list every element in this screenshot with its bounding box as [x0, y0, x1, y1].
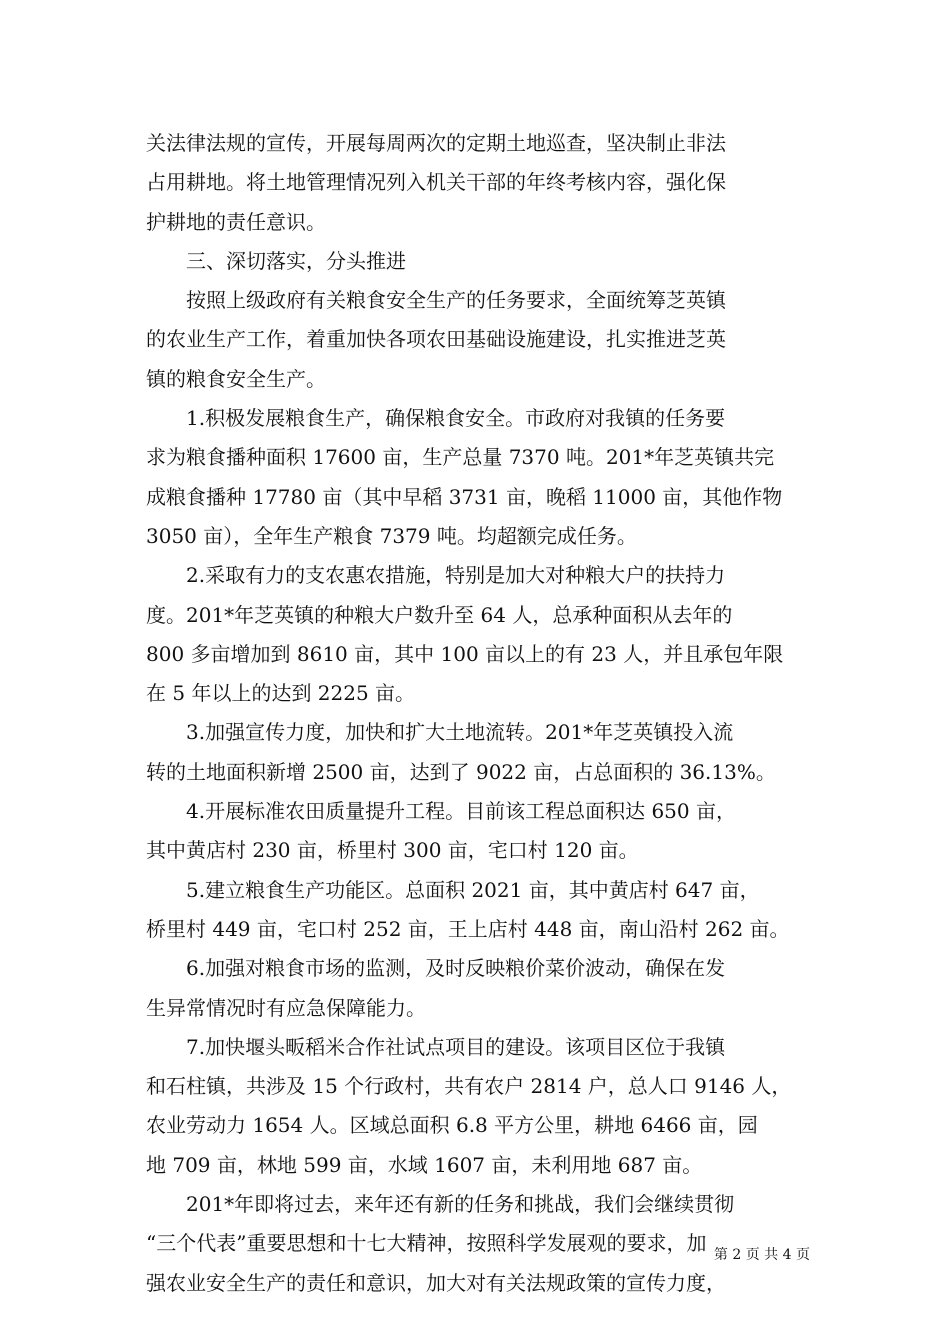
text-line: 度。201*年芝英镇的种粮大户数升至 64 人，总承种面积从去年的 — [146, 602, 733, 627]
text-line: 800 多亩增加到 8610 亩，其中 100 亩以上的有 23 人，并且承包年限 — [146, 641, 784, 666]
text-line: 在 5 年以上的达到 2225 亩。 — [146, 681, 416, 706]
text-line: 地 709 亩，林地 599 亩，水域 1607 亩，未利用地 687 亩。 — [146, 1152, 703, 1177]
text-line: 7.加快堰头畈稻米合作社试点项目的建设。该项目区位于我镇 — [186, 1034, 726, 1059]
text-line: 按照上级政府有关粮食安全生产的任务要求，全面统筹芝英镇 — [186, 288, 726, 313]
page-number-footer: 第 2 页 共 4 页 — [713, 1247, 810, 1263]
text-line: 求为粮食播种面积 17600 亩，生产总量 7370 吨。201*年芝英镇共完 — [146, 445, 775, 470]
text-line: 强农业安全生产的责任和意识，加大对有关法规政策的宣传力度， — [146, 1270, 726, 1295]
text-line: 农业劳动力 1654 人。区域总面积 6.8 平方公里，耕地 6466 亩，园 — [146, 1113, 758, 1138]
text-line: 5.建立粮食生产功能区。总面积 2021 亩，其中黄店村 647 亩， — [186, 877, 760, 902]
text-line: 其中黄店村 230 亩，桥里村 300 亩，宅口村 120 亩。 — [146, 838, 639, 863]
text-line: 3050 亩），全年生产粮食 7379 吨。均超额完成任务。 — [146, 523, 637, 548]
text-line: 1.积极发展粮食生产，确保粮食安全。市政府对我镇的任务要 — [186, 406, 726, 431]
text-line: 镇的粮食安全生产。 — [146, 366, 326, 391]
text-line: 生异常情况时有应急保障能力。 — [146, 995, 426, 1020]
text-line: 桥里村 449 亩，宅口村 252 亩，王上店村 448 亩，南山沿村 262 亩。 — [146, 916, 790, 941]
text-line: 201*年即将过去，来年还有新的任务和挑战，我们会继续贯彻 — [186, 1192, 735, 1217]
text-line: 占用耕地。将土地管理情况列入机关干部的年终考核内容，强化保 — [146, 170, 726, 195]
text-line: 护耕地的责任意识。 — [146, 209, 326, 234]
text-line: 3.加强宣传力度，加快和扩大土地流转。201*年芝英镇投入流 — [186, 720, 734, 745]
text-line: 成粮食播种 17780 亩（其中早稻 3731 亩，晚稻 11000 亩，其他作物 — [146, 484, 783, 509]
text-line: 4.开展标准农田质量提升工程。目前该工程总面积达 650 亩， — [186, 799, 736, 824]
text-line: 2.采取有力的支农惠农措施，特别是加大对种粮大户的扶持力 — [186, 563, 726, 588]
text-line: 的农业生产工作，着重加快各项农田基础设施建设，扎实推进芝英 — [146, 327, 726, 352]
text-line: 6.加强对粮食市场的监测，及时反映粮价菜价波动，确保在发 — [186, 956, 726, 981]
text-line: 和石柱镇，共涉及 15 个行政村，共有农户 2814 户，总人口 9146 人， — [146, 1074, 792, 1099]
text-line: 关法律法规的宣传，开展每周两次的定期土地巡查，坚决制止非法 — [146, 131, 726, 155]
text-line: 转的土地面积新增 2500 亩，达到了 9022 亩，占总面积的 36.13%。 — [146, 759, 776, 784]
text-line: “三个代表”重要思想和十七大精神，按照科学发展观的要求，加 — [146, 1231, 707, 1256]
document-body — [146, 124, 810, 1303]
text-line: 三、深切落实，分头推进 — [186, 248, 406, 273]
